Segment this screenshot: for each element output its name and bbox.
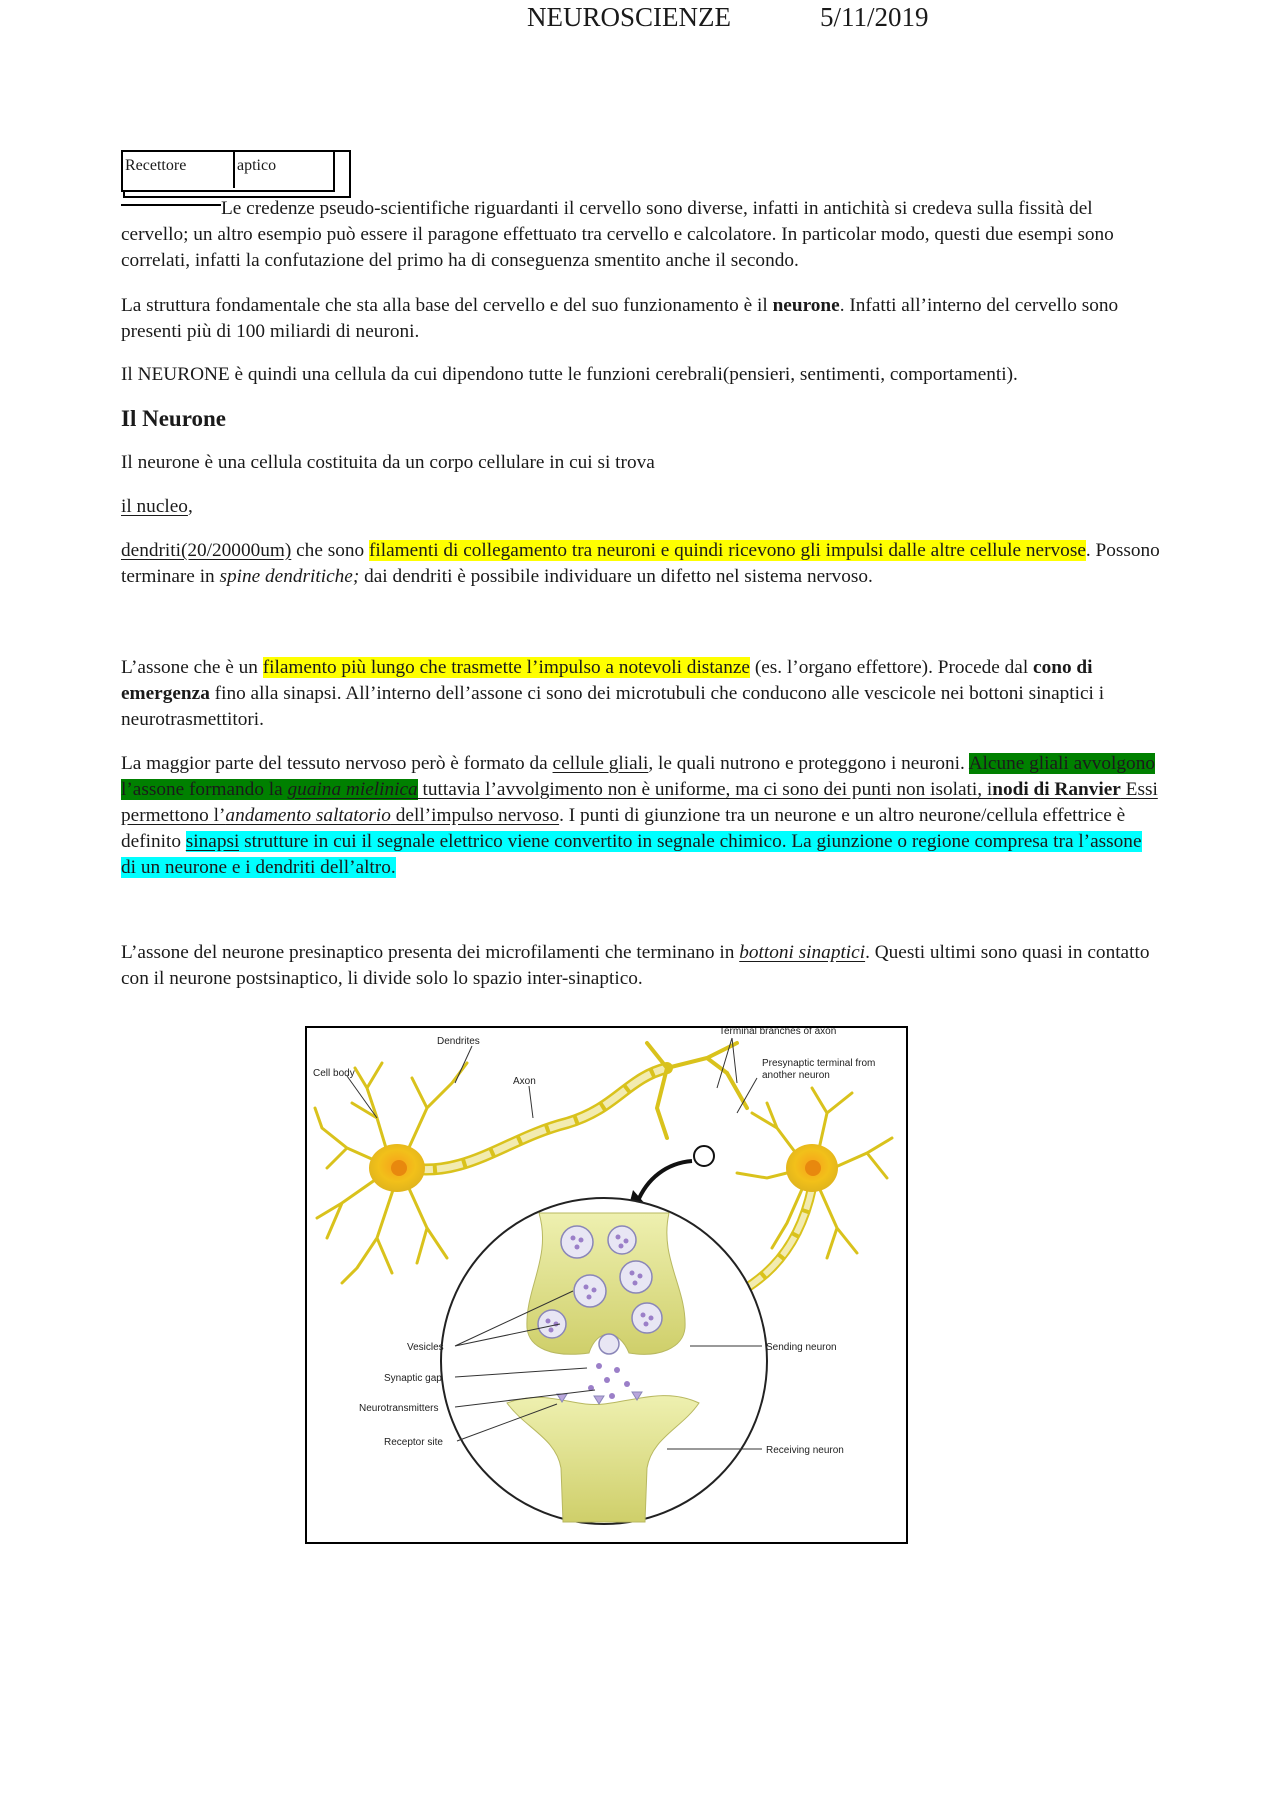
paragraph-axon: L’assone che è un filamento più lungo che trasmette l’impulso a notevoli distanze (es. l’organo effettore). Procede dal cono di emergenza fino alla sinapsi. All’interno dell’assone ci sono dei microtubuli che conducono alle vescicole nei bottoni sinaptici i neurotrasmettitori. [121,657,1105,730]
neuron-synapse-illustration [307,1028,906,1542]
highlight-sinapsi-term: sinapsi [185,831,240,852]
textbox-bottom-line [121,204,221,206]
paragraph-neurone-definition: Il NEURONE è quindi una cellula da cui dipendono tutte le funzioni cerebrali(pensieri, sentimenti, comportamenti). [121,364,1018,385]
highlight-sinapsi: strutture in cui il segnale elettrico viene convertito in segnale chimico. La giunzione o regione compresa tra l’assone di un neurone e i dendriti dell’altro. [121,831,1142,878]
paragraph-nucleus: il nucleo, [121,496,193,517]
section-heading: Il Neurone [121,406,226,431]
header-date: 5/11/2019 [820,2,929,32]
header-subject: NEUROSCIENZE [527,2,731,32]
label-presynaptic-2: another neuron [762,1070,830,1081]
page-header [0,0,1280,40]
paragraph-glial: La maggior parte del tessuto nervoso però è formato da cellule gliali, le quali nutrono e proteggono i neuroni. Alcune gliali avvolgono l’assone formando la guaina mielinica tuttavia l’avvolgimento non è uniforme, ma ci sono dei punti non isolati, inodi di Ranvier Essi permettono l’andamento saltatorio dell’impulso nervoso. I punti di giunzione tra un neurone e un altro neurone/cellula effettrice è definito sinapsi strutture in cui il segnale elettrico viene convertito in segnale chimico. La giunzione o regione compresa tra l’assone di un neurone e i dendriti dell’altro. [121,753,1158,878]
paragraph-cell-body: Il neurone è una cellula costituita da un corpo cellulare in cui si trova [121,452,655,473]
label-terminal-branches: Terminal branches of axon [719,1028,837,1037]
label-presynaptic-1: Presynaptic terminal from [762,1058,876,1069]
intro-overlap-fragment: Le credenze pseudo-scientifiche [221,198,470,219]
label-synaptic-gap: Synaptic gap [384,1373,442,1384]
label-axon: Axon [513,1076,536,1087]
neuron-synapse-figure [305,1026,908,1544]
paragraph-neurone: La struttura fondamentale che sta alla base del cervello e del suo funzionamento è il neurone. Infatti all’interno del cervello sono presenti più di 100 miliardi di neuroni. [121,295,1119,342]
label-cell-body: Cell body [313,1068,355,1079]
label-receiving-neuron: Receiving neuron [766,1445,844,1456]
highlight-axon: filamento più lungo che trasmette l’impulso a notevoli distanze [262,657,750,678]
highlight-dendrites: filamenti di collegamento tra neuroni e quindi ricevono gli impulsi dalle altre cellule nervose [368,540,1086,561]
textbox-right-label: aptico [237,157,277,174]
label-sending-neuron: Sending neuron [766,1342,837,1353]
highlight-glial: Alcune gliali avvolgono l’assone formando la [121,753,1155,800]
paragraph-dendrites: dendriti(20/20000um) che sono filamenti di collegamento tra neuroni e quindi ricevono gli impulsi dalle altre cellule nervose. Possono terminare in spine dendritiche; dai dendriti è possibile individuare un difetto nel sistema nervoso. [121,540,1160,587]
label-vesicles: Vesicles [407,1342,444,1353]
label-receptor-site: Receptor site [384,1437,443,1448]
paragraph-synaptic-buttons: L’assone del neurone presinaptico presenta dei microfilamenti che terminano in bottoni sinaptici. Questi ultimi sono quasi in contatto con il neurone postsinaptico, li divide solo lo spazio inter-sinaptico. [121,942,1150,989]
textbox-recettore [121,150,335,192]
textbox-left-label: Recettore [125,157,187,174]
label-dendrites: Dendrites [437,1036,480,1047]
textbox-divider [233,150,235,188]
intro-paragraph: Le credenze pseudo-scientifiche riguardanti il cervello sono diverse, infatti in antichità si credeva sulla fissità del cervello; un altro esempio può essere il paragone effettuato tra cervello e calcolatore. In particolar modo, questi due esempi sono correlati, infatti la confutazione del primo ha di conseguenza smentito anche il secondo. [121,198,1114,271]
label-neurotransmitters: Neurotransmitters [359,1403,439,1414]
